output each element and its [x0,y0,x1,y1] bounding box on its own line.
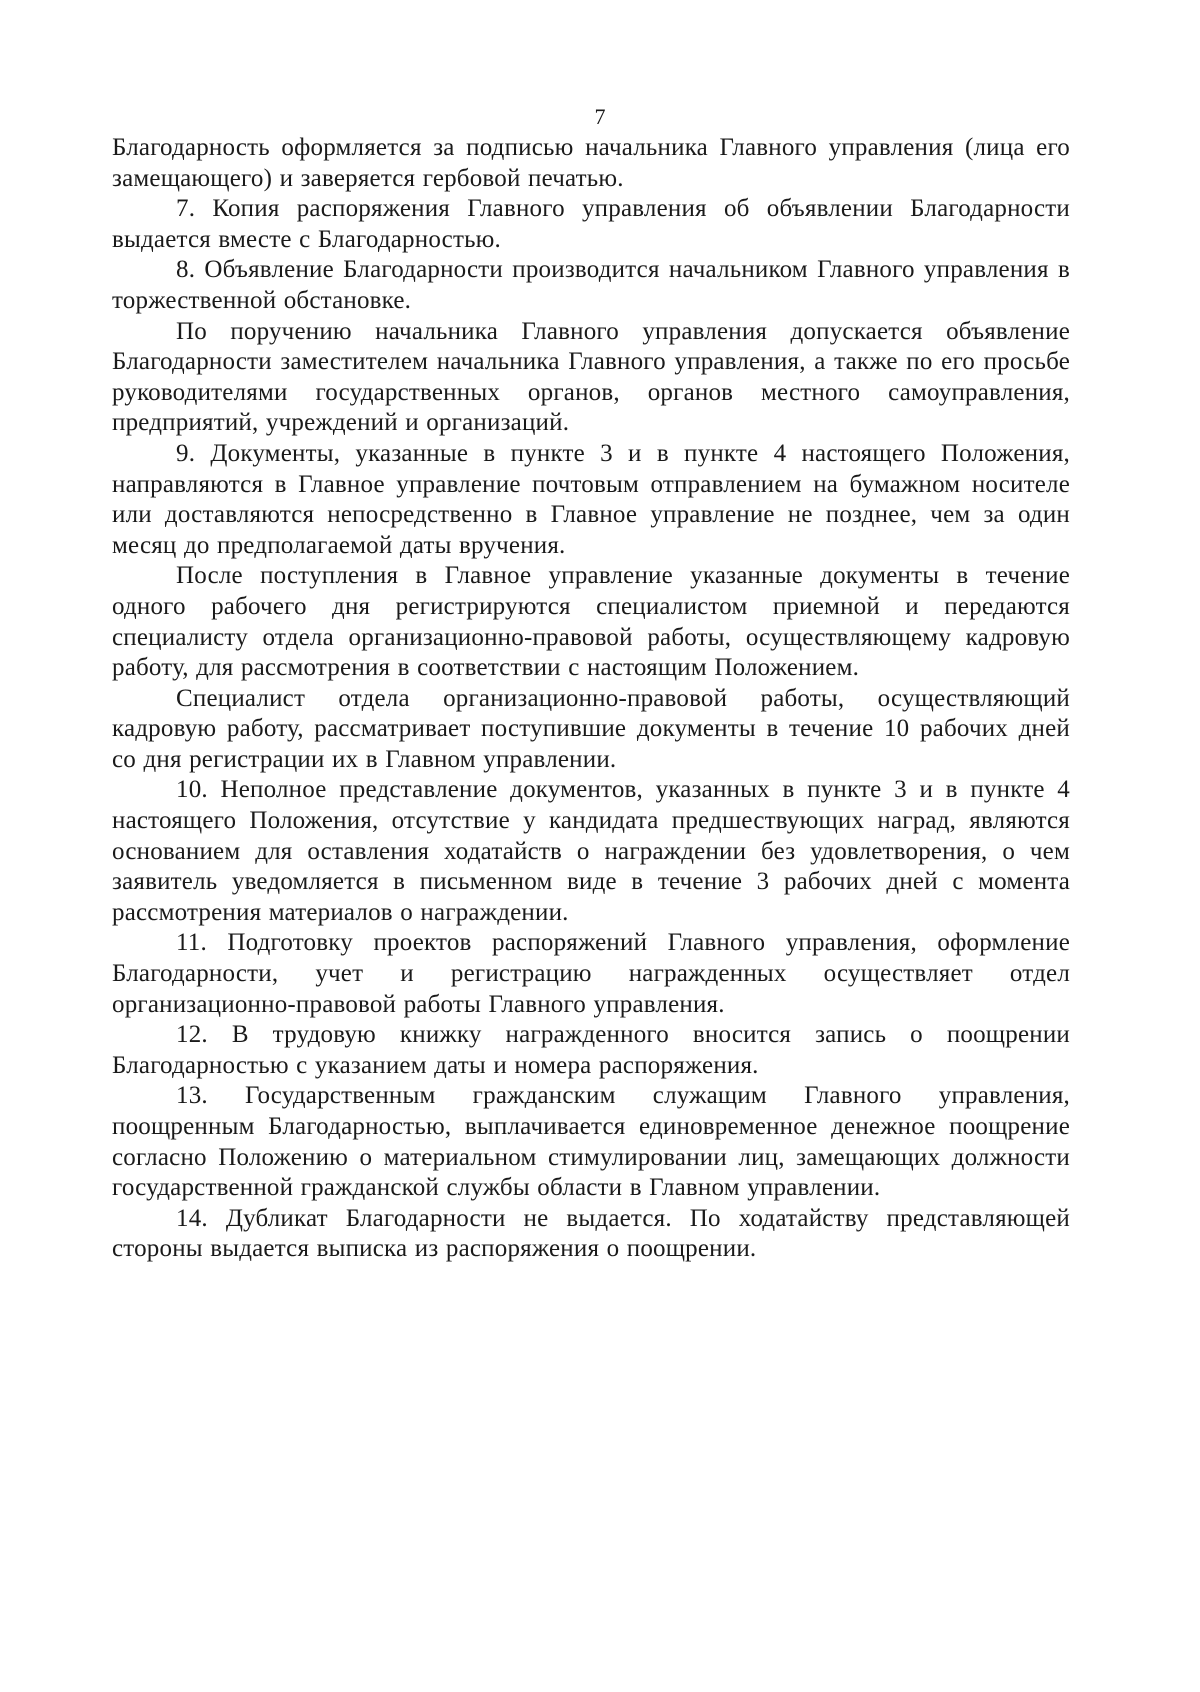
paragraph-item-10: 10. Неполное представление документов, указанных в пункте 3 и в пункте 4 настоящего Положения, отсутствие у кандидата предшествующих наград, являются основанием для оставления ходатайств о награждении без удовлетворения, о чем заявитель уведомляется в письменном виде в течение 3 рабочих дней с момента рассмотрения материалов о награждении. [112,776,1070,926]
paragraph-item-12: 12. В трудовую книжку награжденного вносится запись о поощрении Благодарностью с указанием даты и номера распоряжения. [112,1021,1070,1079]
paragraph-item-9: 9. Документы, указанные в пункте 3 и в пункте 4 настоящего Положения, направляются в Главное управление почтовым отправлением на бумажном носителе или доставляются непосредственно в Главное управление не позднее, чем за один месяц до предполагаемой даты вручения. [112,439,1070,559]
paragraph-item-9-continuation-2: Специалист отдела организационно-правовой работы, осуществляющий кадровую работу, рассматривает поступившие документы в течение 10 рабочих дней со дня регистрации их в Главном управлении. [112,684,1070,773]
paragraph-item-7: 7. Копия распоряжения Главного управления об объявлении Благодарности выдается вместе с Благодарностью. [112,195,1070,253]
paragraph-item-14: 14. Дубликат Благодарности не выдается. По ходатайству представляющей стороны выдается выписка из распоряжения о поощрении. [112,1204,1070,1263]
paragraph-item-9-continuation-1: После поступления в Главное управление указанные документы в течение одного рабочего дня регистрируются специалистом приемной и передаются специалисту отдела организационно-правовой работы, осуществляющему кадровую работу, для рассмотрения в соответствии с настоящим Положением. [112,562,1070,682]
paragraph-item-8: 8. Объявление Благодарности производится начальником Главного управления в торжественной обстановке. [112,256,1070,314]
document-body [112,133,1070,1265]
paragraph-item-13: 13. Государственным гражданским служащим Главного управления, поощренным Благодарностью, выплачивается единовременное денежное поощрение согласно Положению о материальном стимулировании лиц, замещающих должности государственной гражданской службы области в Главном управлении. [112,1082,1070,1202]
paragraph-item-8-continuation: По поручению начальника Главного управления допускается объявление Благодарности заместителем начальника Главного управления, а также по его просьбе руководителями государственных органов, органов местного самоуправления, предприятий, учреждений и организаций. [112,317,1070,437]
paragraph-signature-note: Благодарность оформляется за подписью начальника Главного управления (лица его замещающего) и заверяется гербовой печатью. [112,134,1070,192]
paragraph-item-11: 11. Подготовку проектов распоряжений Главного управления, оформление Благодарности, учет и регистрацию награжденных осуществляет отдел организационно-правовой работы Главного управления. [112,929,1070,1018]
page-number: 7 [594,104,606,129]
